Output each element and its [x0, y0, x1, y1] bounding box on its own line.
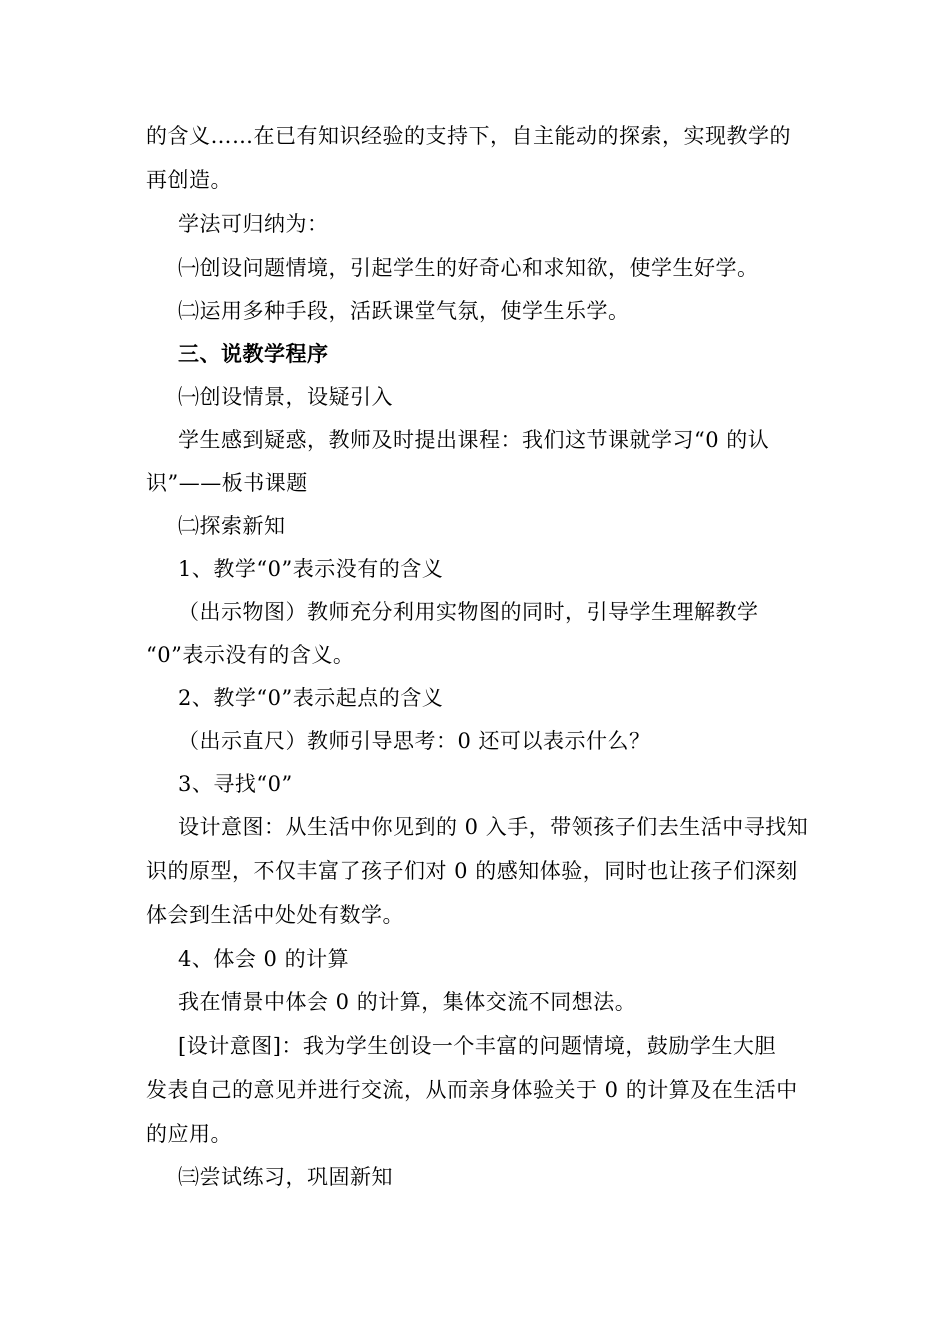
text-line: （出示物图）教师充分利用实物图的同时，引导学生理解教学 [178, 600, 759, 624]
text-line: 设计意图：从生活中你见到的 0 入手，带领孩子们去生活中寻找知 [178, 815, 809, 839]
text-line: [设计意图]：我为学生创设一个丰富的问题情境，鼓励学生大胆 [178, 1034, 776, 1058]
text-line: 的含义……在已有知识经验的支持下，自主能动的探索，实现教学的 [146, 124, 791, 148]
text-line: 识的原型，不仅丰富了孩子们对 0 的感知体验，同时也让孩子们深刻 [146, 859, 798, 883]
text-line: 的应用。 [146, 1122, 232, 1146]
text-line: ㈢尝试练习，巩固新知 [178, 1165, 393, 1189]
text-line: 我在情景中体会 0 的计算，集体交流不同想法。 [178, 990, 637, 1014]
text-line: 4、体会 0 的计算 [178, 947, 350, 971]
text-line: ㈡探索新知 [178, 514, 286, 538]
text-line: ㈠创设情景，设疑引入 [178, 385, 393, 409]
text-line: 学法可归纳为： [178, 212, 329, 236]
text-line: “0”表示没有的含义。 [146, 643, 355, 667]
text-line: 识”——板书课题 [146, 471, 308, 495]
text-line: ㈠创设问题情境，引起学生的好奇心和求知欲，使学生好学。 [178, 256, 759, 280]
section-heading: 三、说教学程序 [178, 341, 329, 366]
text-line: 1、教学“0”表示没有的含义 [178, 557, 444, 581]
text-line: 体会到生活中处处有数学。 [146, 903, 404, 927]
text-line: 学生感到疑惑，教师及时提出课程：我们这节课就学习“0 的认 [178, 428, 770, 452]
text-line: 再创造。 [146, 168, 232, 192]
text-line: 2、教学“0”表示起点的含义 [178, 686, 444, 710]
text-line: ㈡运用多种手段，活跃课堂气氛，使学生乐学。 [178, 299, 630, 323]
text-line: 3、寻找“0” [178, 772, 293, 796]
text-line: 发表自己的意见并进行交流，从而亲身体验关于 0 的计算及在生活中 [146, 1078, 798, 1102]
text-line: （出示直尺）教师引导思考：0 还可以表示什么？ [178, 729, 651, 753]
